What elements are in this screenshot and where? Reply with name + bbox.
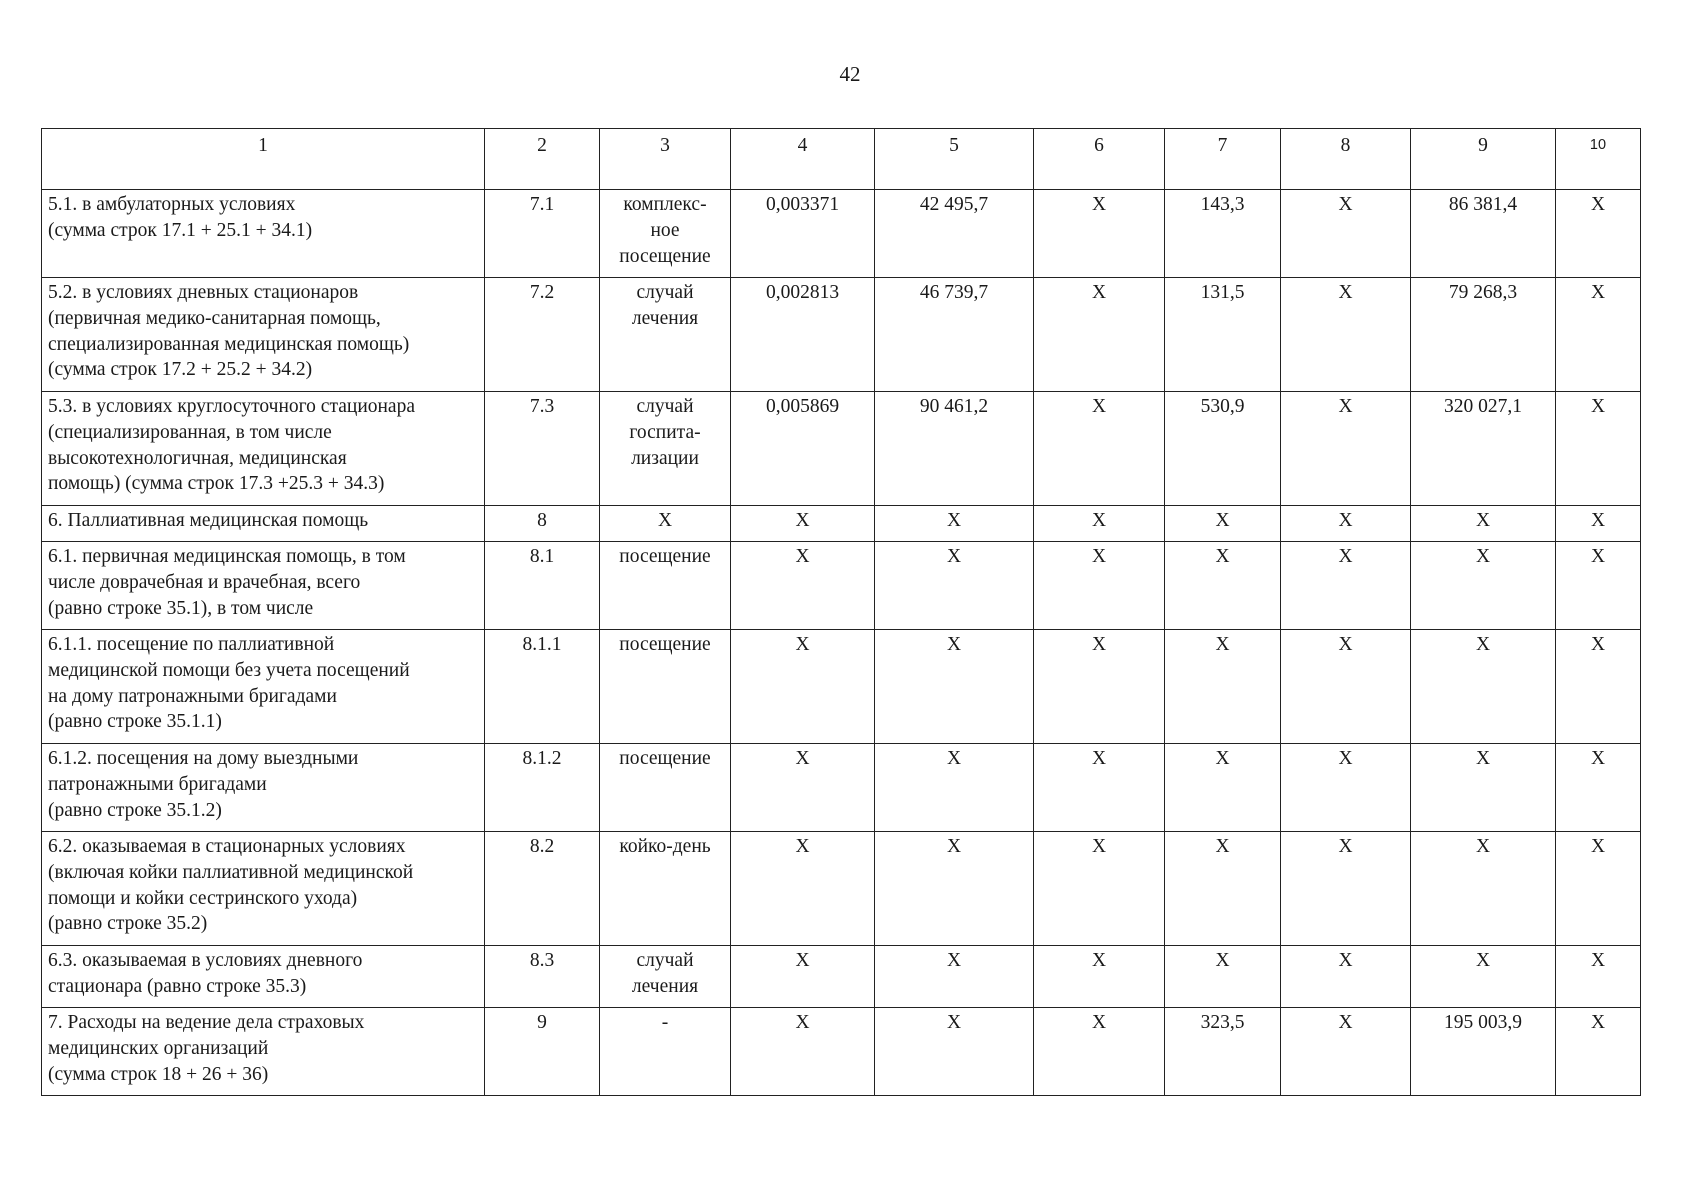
row-name: 6. Паллиативная медицинская помощь <box>42 506 485 542</box>
unit-cell: случай лечения <box>600 278 731 392</box>
value-cell: Х <box>1281 630 1411 744</box>
value-cell: 0,002813 <box>731 278 875 392</box>
value-cell: Х <box>1411 946 1556 1008</box>
value-cell: Х <box>1281 744 1411 832</box>
value-cell: Х <box>1281 946 1411 1008</box>
table-row <box>42 946 1641 1008</box>
column-number: 2 <box>485 129 600 190</box>
value-cell: Х <box>1034 832 1165 946</box>
value-cell: Х <box>731 1008 875 1096</box>
value-cell: Х <box>1281 392 1411 506</box>
unit-cell: койко-день <box>600 832 731 946</box>
value-cell: Х <box>1281 278 1411 392</box>
value-cell: 0,003371 <box>731 190 875 278</box>
value-cell: Х <box>1034 190 1165 278</box>
unit-cell: случай госпита- лизации <box>600 392 731 506</box>
value-cell: Х <box>1556 630 1641 744</box>
row-number: 8.1.2 <box>485 744 600 832</box>
row-name: 6.1.1. посещение по паллиативной медицинской помощи без учета посещений на дому патронажными бригадами (равно строке 35.1.1) <box>42 630 485 744</box>
value-cell: Х <box>1034 946 1165 1008</box>
value-cell: Х <box>731 542 875 630</box>
value-cell: Х <box>1281 190 1411 278</box>
value-cell: Х <box>1165 630 1281 744</box>
value-cell: Х <box>1411 542 1556 630</box>
table-row <box>42 744 1641 832</box>
table-row <box>42 392 1641 506</box>
value-cell: 131,5 <box>1165 278 1281 392</box>
value-cell: Х <box>1034 278 1165 392</box>
column-number-row <box>42 129 1641 190</box>
value-cell: 46 739,7 <box>875 278 1034 392</box>
value-cell: Х <box>1556 392 1641 506</box>
row-name: 6.2. оказываемая в стационарных условиях (включая койки паллиативной медицинской помощи и койки сестринского ухода) (равно строке 35.2) <box>42 832 485 946</box>
value-cell: Х <box>1556 278 1641 392</box>
unit-cell: случай лечения <box>600 946 731 1008</box>
value-cell: Х <box>875 630 1034 744</box>
value-cell: 323,5 <box>1165 1008 1281 1096</box>
value-cell: 0,005869 <box>731 392 875 506</box>
value-cell: Х <box>1556 506 1641 542</box>
value-cell: Х <box>1411 506 1556 542</box>
value-cell: Х <box>1165 832 1281 946</box>
unit-cell: посещение <box>600 542 731 630</box>
column-number: 10 <box>1556 129 1641 190</box>
table-row <box>42 832 1641 946</box>
value-cell: 143,3 <box>1165 190 1281 278</box>
unit-cell: посещение <box>600 630 731 744</box>
row-number: 8 <box>485 506 600 542</box>
value-cell: Х <box>1281 542 1411 630</box>
column-number: 3 <box>600 129 731 190</box>
row-number: 8.1 <box>485 542 600 630</box>
row-name: 7. Расходы на ведение дела страховых медицинских организаций (сумма строк 18 + 26 + 36) <box>42 1008 485 1096</box>
value-cell: Х <box>1165 542 1281 630</box>
value-cell: 530,9 <box>1165 392 1281 506</box>
row-number: 8.2 <box>485 832 600 946</box>
unit-cell: комплекс- ное посещение <box>600 190 731 278</box>
value-cell: Х <box>1034 506 1165 542</box>
row-name: 5.3. в условиях круглосуточного стационара (специализированная, в том числе высокотехнологичная, медицинская помощь) (сумма строк 17.3 +25.3 + 34.3) <box>42 392 485 506</box>
table-row <box>42 506 1641 542</box>
row-number: 7.3 <box>485 392 600 506</box>
value-cell: Х <box>1281 1008 1411 1096</box>
unit-cell: - <box>600 1008 731 1096</box>
page-number: 42 <box>839 62 861 86</box>
indicators-table <box>41 128 1641 1096</box>
value-cell: Х <box>875 542 1034 630</box>
value-cell: Х <box>1034 744 1165 832</box>
value-cell: Х <box>875 946 1034 1008</box>
column-number: 1 <box>42 129 485 190</box>
value-cell: Х <box>1556 542 1641 630</box>
value-cell: Х <box>1411 630 1556 744</box>
table-row <box>42 278 1641 392</box>
value-cell: Х <box>731 946 875 1008</box>
table-row <box>42 190 1641 278</box>
column-number: 6 <box>1034 129 1165 190</box>
value-cell: Х <box>875 832 1034 946</box>
value-cell: Х <box>1556 190 1641 278</box>
column-number: 4 <box>731 129 875 190</box>
row-number: 9 <box>485 1008 600 1096</box>
value-cell: Х <box>1556 1008 1641 1096</box>
value-cell: Х <box>1556 946 1641 1008</box>
value-cell: Х <box>731 630 875 744</box>
table-row <box>42 1008 1641 1096</box>
row-name: 6.1.2. посещения на дому выездными патронажными бригадами (равно строке 35.1.2) <box>42 744 485 832</box>
value-cell: 86 381,4 <box>1411 190 1556 278</box>
value-cell: Х <box>731 744 875 832</box>
value-cell: Х <box>1411 832 1556 946</box>
value-cell: Х <box>1034 392 1165 506</box>
unit-cell: посещение <box>600 744 731 832</box>
row-number: 8.3 <box>485 946 600 1008</box>
value-cell: Х <box>1034 542 1165 630</box>
column-number: 5 <box>875 129 1034 190</box>
row-name: 6.1. первичная медицинская помощь, в том числе доврачебная и врачебная, всего (равно строке 35.1), в том числе <box>42 542 485 630</box>
value-cell: Х <box>731 506 875 542</box>
row-name: 5.1. в амбулаторных условиях (сумма строк 17.1 + 25.1 + 34.1) <box>42 190 485 278</box>
column-number: 8 <box>1281 129 1411 190</box>
row-number: 8.1.1 <box>485 630 600 744</box>
value-cell: Х <box>1281 832 1411 946</box>
value-cell: 90 461,2 <box>875 392 1034 506</box>
value-cell: 195 003,9 <box>1411 1008 1556 1096</box>
value-cell: Х <box>875 744 1034 832</box>
row-number: 7.1 <box>485 190 600 278</box>
value-cell: Х <box>1034 1008 1165 1096</box>
row-name: 6.3. оказываемая в условиях дневного стационара (равно строке 35.3) <box>42 946 485 1008</box>
value-cell: Х <box>1281 506 1411 542</box>
row-name: 5.2. в условиях дневных стационаров (первичная медико-санитарная помощь, специализированная медицинская помощь) (сумма строк 17.2 + 25.2 + 34.2) <box>42 278 485 392</box>
column-number: 9 <box>1411 129 1556 190</box>
table-row <box>42 630 1641 744</box>
value-cell: 320 027,1 <box>1411 392 1556 506</box>
value-cell: Х <box>875 1008 1034 1096</box>
value-cell: Х <box>1556 744 1641 832</box>
value-cell: Х <box>1556 832 1641 946</box>
value-cell: Х <box>1165 946 1281 1008</box>
row-number: 7.2 <box>485 278 600 392</box>
value-cell: Х <box>875 506 1034 542</box>
unit-cell: Х <box>600 506 731 542</box>
value-cell: 79 268,3 <box>1411 278 1556 392</box>
value-cell: Х <box>1165 744 1281 832</box>
value-cell: Х <box>1411 744 1556 832</box>
value-cell: 42 495,7 <box>875 190 1034 278</box>
table-row <box>42 542 1641 630</box>
column-number: 7 <box>1165 129 1281 190</box>
value-cell: Х <box>1165 506 1281 542</box>
value-cell: Х <box>1034 630 1165 744</box>
value-cell: Х <box>731 832 875 946</box>
